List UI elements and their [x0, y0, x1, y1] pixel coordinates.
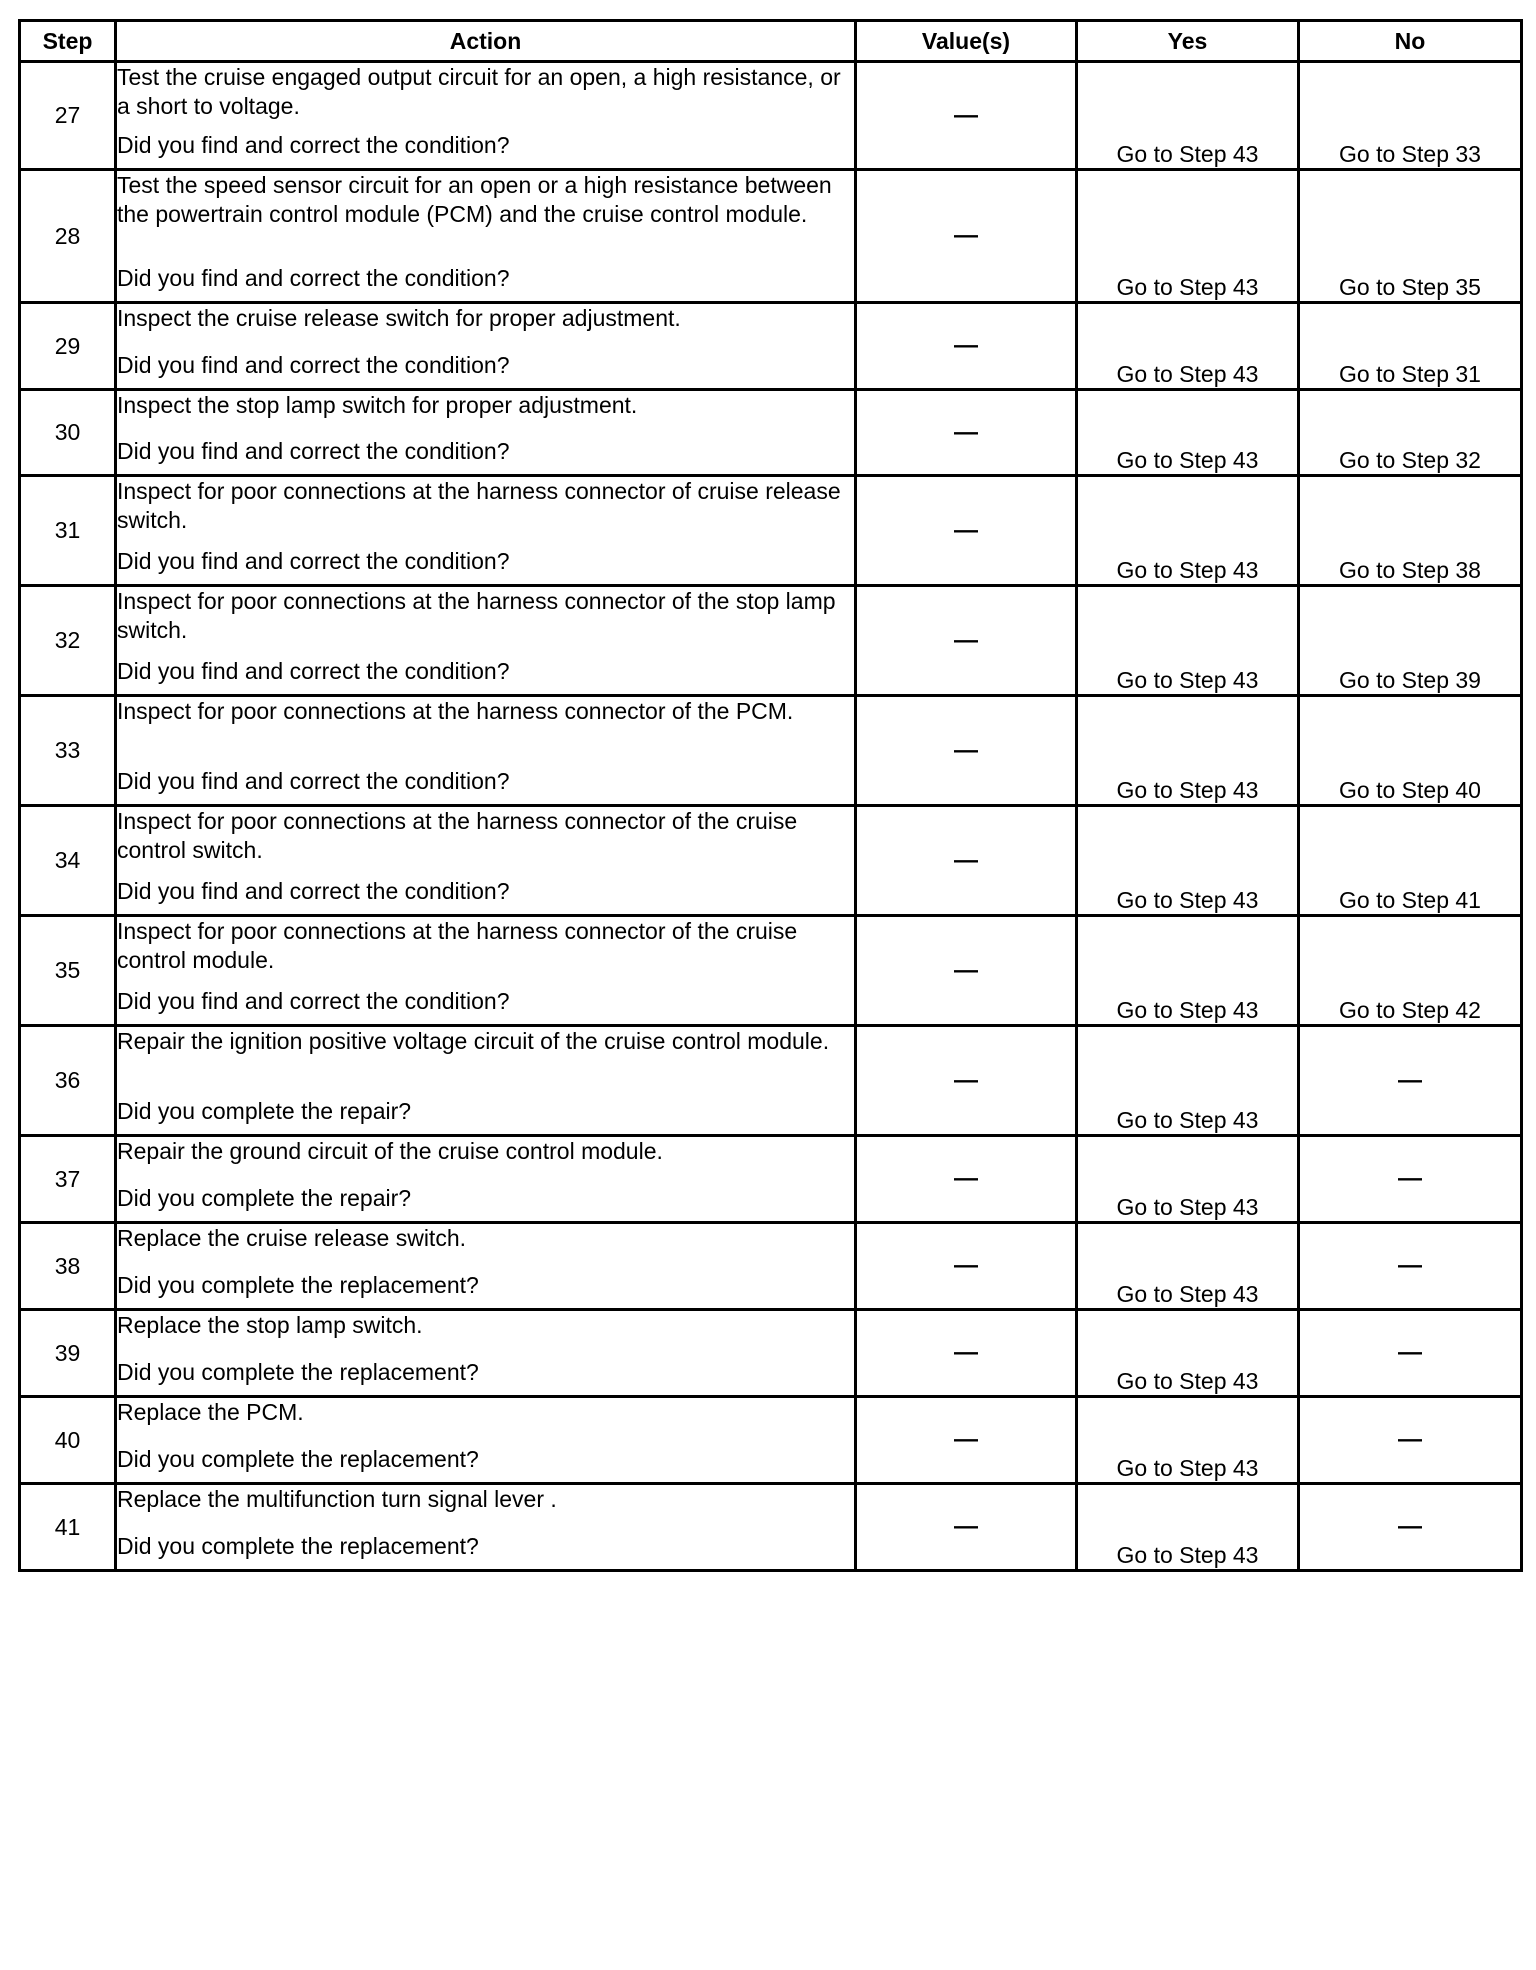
table-row — [20, 62, 1522, 170]
action-question: Did you complete the repair? — [117, 1185, 412, 1211]
action-question: Did you find and correct the condition? — [117, 878, 510, 904]
table-row — [20, 586, 1522, 696]
step-number: 34 — [20, 806, 116, 916]
action-cell — [116, 390, 856, 476]
action-question: Did you find and correct the condition? — [117, 132, 510, 158]
header-no: No — [1299, 21, 1522, 62]
table-row — [20, 916, 1522, 1026]
table-row — [20, 1223, 1522, 1310]
table-row — [20, 476, 1522, 586]
no-cell — [1299, 1136, 1522, 1223]
no-cell: Go to Step 40 — [1299, 696, 1522, 806]
value-dash: — — [954, 418, 978, 446]
no-cell: Go to Step 32 — [1299, 390, 1522, 476]
step-number: 37 — [20, 1136, 116, 1223]
no-dash: — — [1398, 1426, 1422, 1453]
value-cell — [856, 916, 1077, 1026]
step-number: 33 — [20, 696, 116, 806]
step-number: 36 — [20, 1026, 116, 1136]
yes-cell: Go to Step 43 — [1077, 586, 1299, 696]
no-cell — [1299, 1484, 1522, 1571]
value-dash: — — [954, 846, 978, 874]
step-number: 39 — [20, 1310, 116, 1397]
step-number: 27 — [20, 62, 116, 170]
yes-cell: Go to Step 43 — [1077, 696, 1299, 806]
yes-cell: Go to Step 43 — [1077, 303, 1299, 390]
value-dash: — — [954, 1426, 978, 1453]
step-number: 41 — [20, 1484, 116, 1571]
table-row — [20, 696, 1522, 806]
action-cell — [116, 1397, 856, 1484]
value-dash: — — [954, 516, 978, 544]
value-cell — [856, 1310, 1077, 1397]
yes-cell: Go to Step 43 — [1077, 806, 1299, 916]
action-text: Repair the ignition positive voltage circuit of the cruise control module. — [117, 1028, 830, 1054]
action-question: Did you find and correct the condition? — [117, 988, 510, 1014]
yes-cell: Go to Step 43 — [1077, 1136, 1299, 1223]
header-action: Action — [116, 21, 856, 62]
step-number: 31 — [20, 476, 116, 586]
step-number: 32 — [20, 586, 116, 696]
action-text: Replace the cruise release switch. — [117, 1225, 466, 1251]
action-question: Did you find and correct the condition? — [117, 352, 510, 378]
action-cell — [116, 586, 856, 696]
no-cell: Go to Step 39 — [1299, 586, 1522, 696]
header-row — [20, 21, 1522, 62]
no-cell: Go to Step 38 — [1299, 476, 1522, 586]
action-cell — [116, 1026, 856, 1136]
table-row — [20, 1397, 1522, 1484]
step-number: 29 — [20, 303, 116, 390]
action-question: Did you complete the replacement? — [117, 1272, 479, 1298]
no-dash: — — [1398, 1252, 1422, 1279]
value-cell — [856, 1397, 1077, 1484]
action-question: Did you find and correct the condition? — [117, 265, 510, 291]
action-question: Did you complete the replacement? — [117, 1533, 479, 1559]
action-text: Replace the multifunction turn signal lever . — [117, 1486, 557, 1512]
value-cell — [856, 476, 1077, 586]
action-question: Did you find and correct the condition? — [117, 768, 510, 794]
value-cell — [856, 1026, 1077, 1136]
table-row — [20, 806, 1522, 916]
table-row — [20, 1310, 1522, 1397]
value-dash: — — [954, 222, 978, 249]
table-body — [20, 62, 1522, 1571]
no-dash: — — [1398, 1066, 1422, 1094]
value-dash: — — [954, 1066, 978, 1094]
action-question: Did you complete the replacement? — [117, 1446, 479, 1472]
action-text: Inspect for poor connections at the harness connector of the PCM. — [117, 698, 794, 724]
action-text: Inspect for poor connections at the harness connector of the stop lamp switch. — [117, 588, 836, 643]
action-text: Test the speed sensor circuit for an open or a high resistance between the powertrain control module (PCM) and the cruise control module. — [117, 172, 832, 227]
action-cell — [116, 1484, 856, 1571]
table-row — [20, 1136, 1522, 1223]
value-dash: — — [954, 956, 978, 984]
yes-cell: Go to Step 43 — [1077, 170, 1299, 303]
yes-cell: Go to Step 43 — [1077, 1397, 1299, 1484]
table-row — [20, 1026, 1522, 1136]
step-number: 30 — [20, 390, 116, 476]
action-cell — [116, 170, 856, 303]
value-cell — [856, 303, 1077, 390]
action-cell — [116, 62, 856, 170]
no-cell: Go to Step 35 — [1299, 170, 1522, 303]
yes-cell: Go to Step 43 — [1077, 390, 1299, 476]
action-cell — [116, 1223, 856, 1310]
no-dash: — — [1398, 1339, 1422, 1366]
header-values: Value(s) — [856, 21, 1077, 62]
action-question: Did you complete the replacement? — [117, 1359, 479, 1385]
header-step: Step — [20, 21, 116, 62]
action-question: Did you find and correct the condition? — [117, 658, 510, 684]
action-cell — [116, 1136, 856, 1223]
action-text: Replace the PCM. — [117, 1399, 304, 1425]
action-text: Inspect for poor connections at the harness connector of cruise release switch. — [117, 478, 841, 533]
value-dash: — — [954, 1513, 978, 1540]
yes-cell: Go to Step 43 — [1077, 1310, 1299, 1397]
yes-cell: Go to Step 43 — [1077, 1484, 1299, 1571]
table-row — [20, 303, 1522, 390]
no-cell — [1299, 1310, 1522, 1397]
yes-cell: Go to Step 43 — [1077, 62, 1299, 170]
value-cell — [856, 1136, 1077, 1223]
value-cell — [856, 1484, 1077, 1571]
value-dash: — — [954, 736, 978, 764]
action-text: Replace the stop lamp switch. — [117, 1312, 423, 1338]
table-row — [20, 170, 1522, 303]
value-cell — [856, 586, 1077, 696]
table-row — [20, 1484, 1522, 1571]
action-question: Did you complete the repair? — [117, 1098, 412, 1124]
action-question: Did you find and correct the condition? — [117, 438, 510, 464]
no-cell: Go to Step 42 — [1299, 916, 1522, 1026]
no-cell — [1299, 1397, 1522, 1484]
value-dash: — — [954, 626, 978, 654]
no-dash: — — [1398, 1165, 1422, 1192]
diagnostic-table — [18, 19, 1523, 1572]
step-number: 38 — [20, 1223, 116, 1310]
action-cell — [116, 476, 856, 586]
action-question: Did you find and correct the condition? — [117, 548, 510, 574]
value-cell — [856, 806, 1077, 916]
action-text: Test the cruise engaged output circuit for an open, a high resistance, or a short to voltage. — [117, 64, 841, 119]
action-text: Repair the ground circuit of the cruise control module. — [117, 1138, 663, 1164]
step-number: 40 — [20, 1397, 116, 1484]
action-text: Inspect for poor connections at the harness connector of the cruise control module. — [117, 918, 798, 973]
no-dash: — — [1398, 1513, 1422, 1540]
header-yes: Yes — [1077, 21, 1299, 62]
action-cell — [116, 1310, 856, 1397]
no-cell: Go to Step 33 — [1299, 62, 1522, 170]
no-cell: Go to Step 31 — [1299, 303, 1522, 390]
value-dash: — — [954, 1339, 978, 1366]
value-cell — [856, 390, 1077, 476]
action-text: Inspect the stop lamp switch for proper adjustment. — [117, 392, 638, 418]
action-cell — [116, 696, 856, 806]
value-cell — [856, 170, 1077, 303]
table-row — [20, 390, 1522, 476]
value-cell — [856, 696, 1077, 806]
no-cell — [1299, 1223, 1522, 1310]
value-cell — [856, 62, 1077, 170]
action-cell — [116, 806, 856, 916]
value-dash: — — [954, 332, 978, 359]
yes-cell: Go to Step 43 — [1077, 476, 1299, 586]
action-cell — [116, 303, 856, 390]
value-dash: — — [954, 1252, 978, 1279]
action-text: Inspect the cruise release switch for proper adjustment. — [117, 305, 681, 331]
yes-cell: Go to Step 43 — [1077, 916, 1299, 1026]
value-cell — [856, 1223, 1077, 1310]
step-number: 28 — [20, 170, 116, 303]
step-number: 35 — [20, 916, 116, 1026]
value-dash: — — [954, 1165, 978, 1192]
no-cell: Go to Step 41 — [1299, 806, 1522, 916]
no-cell — [1299, 1026, 1522, 1136]
action-text: Inspect for poor connections at the harness connector of the cruise control switch. — [117, 808, 798, 863]
value-dash: — — [954, 101, 978, 129]
yes-cell: Go to Step 43 — [1077, 1223, 1299, 1310]
yes-cell: Go to Step 43 — [1077, 1026, 1299, 1136]
action-cell — [116, 916, 856, 1026]
